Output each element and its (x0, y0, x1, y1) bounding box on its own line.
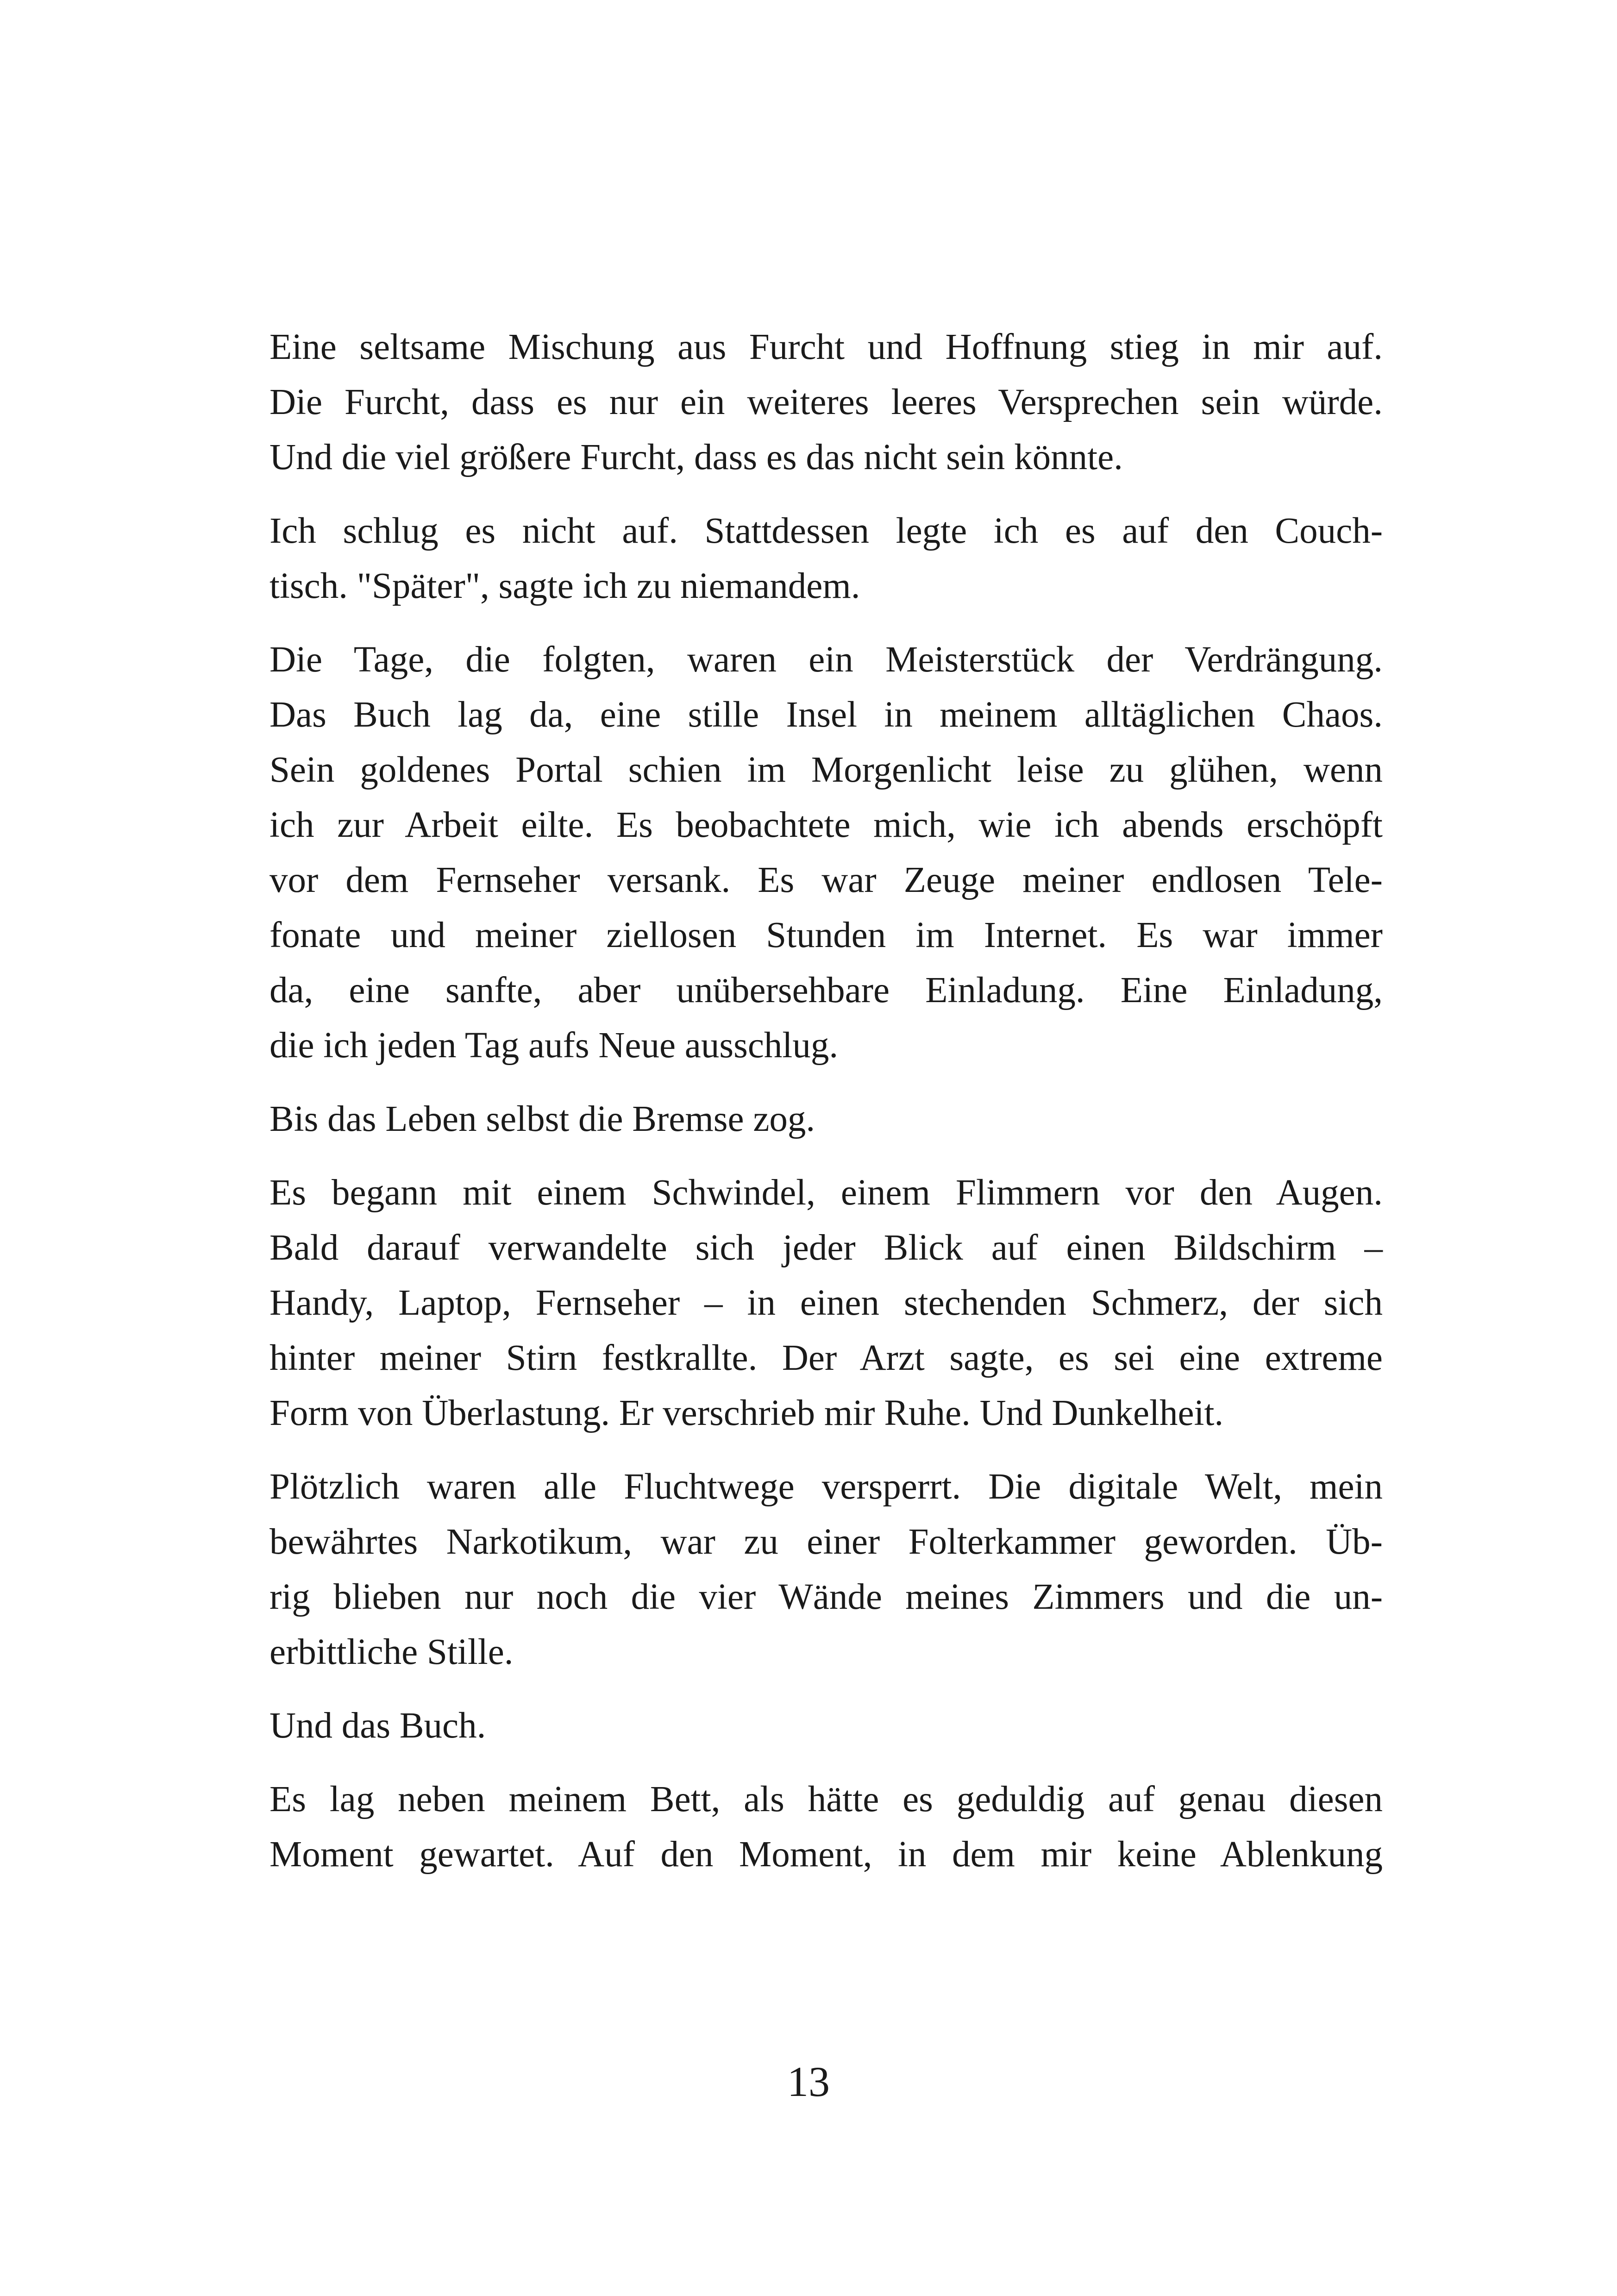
text-line: Bis das Leben selbst die Bremse zog. (270, 1099, 815, 1139)
text-line: fonate und meiner ziellosen Stunden im Internet. Es war immer (270, 915, 1383, 955)
text-line: Eine seltsame Mischung aus Furcht und Hoffnung stieg in mir auf. (270, 327, 1383, 367)
text-line: Sein goldenes Portal schien im Morgenlicht leise zu glühen, wenn (270, 750, 1383, 790)
text-line: Das Buch lag da, eine stille Insel in meinem alltäglichen Chaos. (270, 695, 1383, 735)
text-line: bewährtes Narkotikum, war zu einer Folterkammer geworden. Üb- (270, 1522, 1383, 1562)
paragraph (270, 1772, 1383, 1882)
text-line: Es lag neben meinem Bett, als hätte es geduldig auf genau diesen (270, 1779, 1383, 1819)
text-line: Die Tage, die folgten, waren ein Meisterstück der Verdrängung. (270, 640, 1383, 680)
paragraph (270, 1698, 1383, 1753)
text-line: vor dem Fernseher versank. Es war Zeuge meiner endlosen Tele- (270, 860, 1383, 900)
text-line: da, eine sanfte, aber unübersehbare Einladung. Eine Einladung, (270, 970, 1383, 1010)
text-line: Moment gewartet. Auf den Moment, in dem mir keine Ablenkung (270, 1834, 1383, 1875)
text-line: Und das Buch. (270, 1706, 486, 1746)
text-line: rig blieben nur noch die vier Wände meines Zimmers und die un- (270, 1577, 1383, 1617)
text-line: ich zur Arbeit eilte. Es beobachtete mich, wie ich abends erschöpft (270, 805, 1383, 845)
paragraph (270, 503, 1383, 614)
text-line: Form von Überlastung. Er verschrieb mir Ruhe. Und Dunkelheit. (270, 1393, 1224, 1433)
text-line: Die Furcht, dass es nur ein weiteres leeres Versprechen sein würde. (270, 382, 1383, 422)
page-number: 13 (787, 2058, 830, 2105)
paragraph (270, 632, 1383, 1073)
paragraph (270, 1459, 1383, 1680)
text-line: Es begann mit einem Schwindel, einem Flimmern vor den Augen. (270, 1173, 1383, 1213)
text-line: tisch. "Später", sagte ich zu niemandem. (270, 566, 860, 606)
text-line: Plötzlich waren alle Fluchtwege versperrt. Die digitale Welt, mein (270, 1467, 1383, 1507)
paragraph (270, 1092, 1383, 1147)
text-line: die ich jeden Tag aufs Neue ausschlug. (270, 1025, 839, 1066)
text-line: Bald darauf verwandelte sich jeder Blick auf einen Bildschirm – (270, 1228, 1383, 1268)
body-text (270, 320, 1383, 1901)
text-line: Und die viel größere Furcht, dass es das nicht sein könnte. (270, 437, 1123, 477)
text-line: Ich schlug es nicht auf. Stattdessen legte ich es auf den Couch- (270, 511, 1383, 551)
paragraph (270, 320, 1383, 485)
text-line: Handy, Laptop, Fernseher – in einen stechenden Schmerz, der sich (270, 1283, 1383, 1323)
paragraph (270, 1165, 1383, 1441)
text-line: erbittliche Stille. (270, 1632, 514, 1672)
text-line: hinter meiner Stirn festkrallte. Der Arzt sagte, es sei eine extreme (270, 1338, 1383, 1378)
